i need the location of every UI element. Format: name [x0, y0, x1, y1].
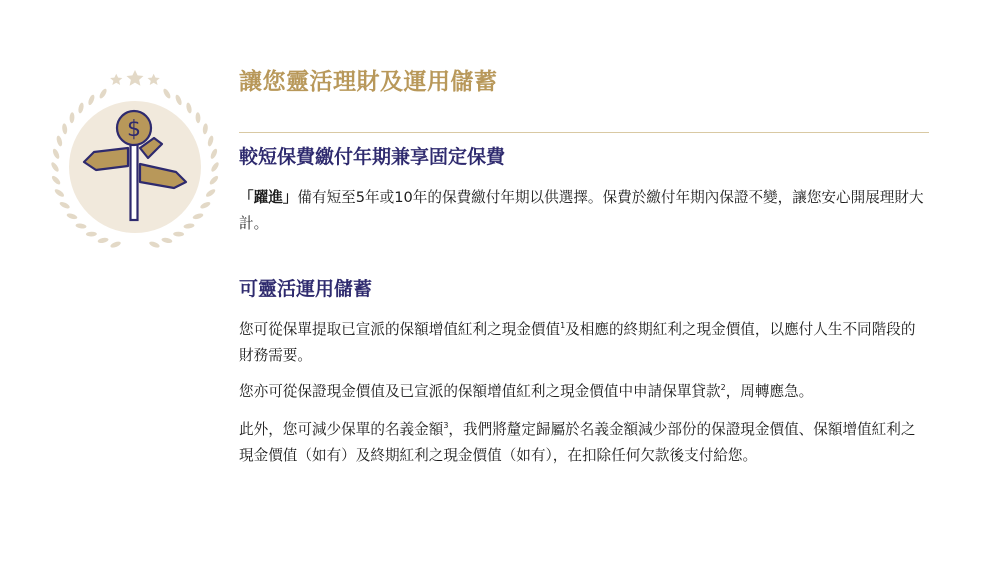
- laurel-leaf: [148, 240, 160, 248]
- laurel-leaf: [66, 212, 78, 220]
- laurel-leaf: [208, 175, 219, 186]
- withdrawal-part1: 您可從保單提取已宣派的保額增值紅利之現金價值: [239, 321, 561, 338]
- premium-text: 備有短至5年或10年的保費繳付年期以供選擇。保費於繳付年期內保證不變，讓您安心開展理財大計。: [239, 189, 924, 232]
- laurel-leaf: [207, 135, 215, 147]
- laurel-leaf: [209, 148, 218, 160]
- laurel-leaf: [110, 240, 122, 248]
- policy-loan-text: [239, 379, 929, 405]
- laurel-leaf: [195, 112, 200, 123]
- laurel-leaf: [87, 94, 96, 106]
- laurel-leaf: [205, 188, 217, 198]
- signpost-dollar-icon: [44, 68, 226, 258]
- premium-description: [239, 185, 929, 237]
- reduce-part1: 此外，您可減少保單的名義金額: [239, 421, 444, 438]
- laurel-leaf: [202, 123, 208, 134]
- laurel-leaf: [98, 88, 108, 100]
- laurel-leaf: [161, 237, 173, 244]
- laurel-leaf: [52, 148, 61, 160]
- loan-part2: ，周轉應急。: [725, 383, 814, 400]
- product-name: 「躍進」: [239, 189, 298, 206]
- laurel-leaf: [50, 161, 60, 173]
- laurel-leaf: [59, 201, 71, 210]
- laurel-leaf: [54, 188, 66, 198]
- footnote-ref-3: 3: [443, 421, 449, 431]
- dollar-glyph: $: [127, 117, 141, 142]
- title-divider: [239, 132, 929, 133]
- laurel-leaf: [51, 175, 62, 186]
- laurel-leaf: [86, 232, 97, 237]
- laurel-leaf: [185, 102, 192, 114]
- laurel-leaf: [192, 212, 204, 220]
- loan-part1: 您亦可從保證現金價值及已宣派的保額增值紅利之現金價值中申請保單貸款: [239, 383, 721, 400]
- section-heading-premium: 較短保費繳付年期兼享固定保費: [239, 146, 506, 168]
- laurel-leaf: [77, 102, 84, 114]
- laurel-leaf: [162, 88, 172, 100]
- withdrawal-part2: 及相應的終期紅利之現金價值，以應付人生不同階段的財務需要。: [239, 321, 916, 364]
- savings-withdrawal-text: [239, 317, 929, 369]
- page-title: 讓您靈活理財及運用儲蓄: [239, 69, 498, 95]
- star-icons: [110, 70, 160, 86]
- laurel-leaf: [56, 135, 64, 147]
- laurel-leaf: [183, 223, 195, 229]
- laurel-leaf: [199, 201, 211, 210]
- laurel-leaf: [62, 123, 68, 134]
- reduce-part2: ，我們將釐定歸屬於名義金額減少部份的保證現金價值、保額增值紅利之現金價值（如有）及終期紅利之現金價值（如有），在扣除任何欠款後支付給您。: [239, 421, 916, 464]
- laurel-leaf: [75, 223, 87, 229]
- laurel-leaf: [173, 232, 184, 237]
- laurel-leaf: [210, 161, 220, 173]
- laurel-leaf: [69, 112, 74, 123]
- footnote-ref-2: 2: [720, 383, 726, 393]
- laurel-leaf: [97, 237, 109, 244]
- footnote-ref-1: 1: [560, 321, 566, 331]
- laurel-leaf: [174, 94, 183, 106]
- feature-content: [239, 66, 929, 469]
- reduce-notional-text: [239, 417, 929, 469]
- section-heading-savings: 可靈活運用儲蓄: [239, 278, 373, 300]
